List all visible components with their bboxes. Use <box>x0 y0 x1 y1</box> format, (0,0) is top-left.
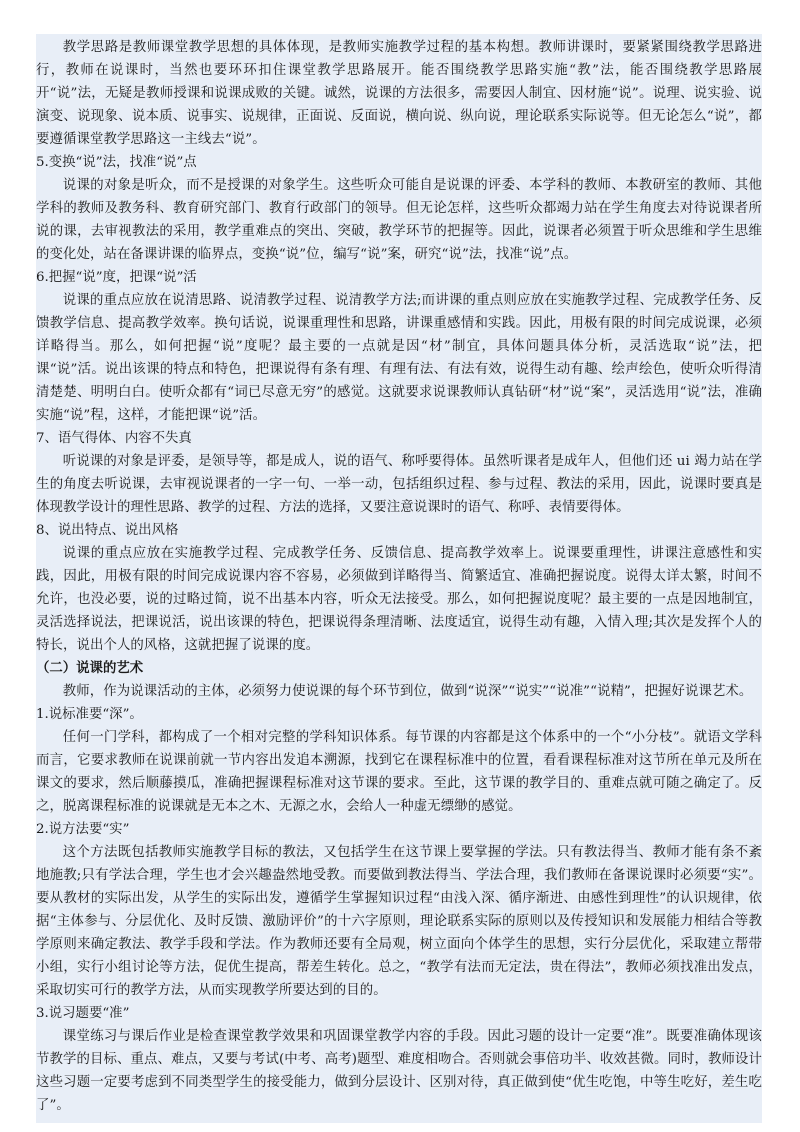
heading-features-style: 8、说出特点、说出风格 <box>36 523 179 538</box>
heading-change-method: 5.变换“说”法，找准“说”点 <box>36 155 197 170</box>
paragraph-teaching-approach: 教学思路是教师课堂教学思想的具体体现，是教师实施教学过程的基本构想。教师讲课时，要紧紧围绕教学思路进行，教师在说课时，当然也要环环扣住课堂教学思路展开。能否围绕教学思路实施“教”法，能否围绕教学思路展开“说”法，无疑是教师授课和说课成败的关键。诚然，说课的方法很多，需要因人制宜、因材施“说”。说理、说实验、说演变、说现象、说本质、说事实、说规律，正面说、反面说，横向说、纵向说，理论联系实际说等。但无论怎么“说”，都要遵循课堂教学思路这一主线去“说”。 <box>36 40 762 147</box>
paragraph-tone: 听说课的对象是评委，是领导等，都是成人，说的语气、称呼要得体。虽然听课者是成年人，但他们还 ui 竭力站在学生的角度去听说课，去审视说课者的一字一句、一举一动，包括组织过程、参与过程、教法的采用，因此，说课时要真是体现教学设计的理性思路、教学的过程、方法的选择，又要注意说课时的语气、称呼、表情要得体。 <box>36 454 762 515</box>
heading-exercise-accurate: 3.说习题要“准” <box>36 1006 130 1021</box>
paragraph-features-style: 说课的重点应放在实施教学过程、完成教学任务、反馈信息、提高教学效率上。说课要重理性，讲课注意感性和实践，因此，用极有限的时间完成说课内容不容易，必须做到详略得当、简繁适宜、准确把握说度。说得太详太繁，时间不允许，也没必要，说的过略过简，说不出基本内容，听众无法接受。那么，如何把握说度呢？最主要的一点是因地制宜，灵活选择说法，把课说活，说出该课的特色，把课说得条理清晰、法度适宜，说得生动有趣，入情入理;其次是发挥个人的特长，说出个人的风格，这就把握了说课的度。 <box>36 546 762 653</box>
heading-grasp-degree: 6.把握“说”度，把课“说”活 <box>36 270 197 285</box>
paragraph-exercise-accurate: 课堂练习与课后作业是检查课堂教学效果和巩固课堂教学内容的手段。因此习题的设计一定要“准”。既要准确体现该节教学的目标、重点、难点，又要与考试(中考、高考)题型、难度相吻合。否则就会事倍功半、收效甚微。同时，教师设计这些习题一定要考虑到不同类型学生的接受能力，做到分层设计、区别对待，真正做到使“优生吃饱，中等生吃好，差生吃了”。 <box>36 1029 762 1113</box>
paragraph-method-solid: 这个方法既包括教师实施教学目标的教法，又包括学生在这节课上要掌握的学法。只有教法得当、教师才能有条不紊地施教;只有学法合理，学生也才会兴趣盎然地受教。而要做到教法得当、学法合理，我们教师在备课说课时必须要“实”。要从教材的实际出发，从学生的实际出发，遵循学生掌握知识过程“由浅入深、循序渐进、由感性到理性”的认识规律，依据“主体参与、分层优化、及时反馈、激励评价”的十六字原则，理论联系实际的原则以及传授知识和发展能力相结合等教学原则来确定教法、教学手段和学法。作为教师还要有全局观，树立面向个体学生的思想，实行分层优化，采取建立帮带小组，实行小组讨论等方法，促优生提高，帮差生转化。总之，“教学有法而无定法，贵在得法”，教师必须找准出发点，采取切实可行的教学方法，从而实现教学所要达到的目的。 <box>36 845 762 998</box>
paragraph-art-intro: 教师，作为说课活动的主体，必须努力使说课的每个环节到位，做到“说深”“说实”“说准”“说精”，把握好说课艺术。 <box>62 684 753 699</box>
heading-standard-deep: 1.说标准要“深”。 <box>36 707 143 722</box>
document-page <box>36 34 762 1123</box>
paragraph-change-method: 说课的对象是听众，而不是授课的对象学生。这些听众可能自是说课的评委、本学科的教师、本教研室的教师、其他学科的教师及教务科、教育研究部门、教育行政部门的领导。但无论怎样，这些听众都竭力站在学生角度去对待说课者所说的课，去审视教法的采用，教学重难点的突出、突破，教学环节的把握等。因此，说课者必须置于听众思维和学生思维的变化处，站在备课讲课的临界点，变换“说”位，编写“说”案，研究“说”法，找准“说”点。 <box>36 178 762 262</box>
paragraph-standard-deep: 任何一门学科，都构成了一个相对完整的学科知识体系。每节课的内容都是这个体系中的一个“小分枝”。就语文学科而言，它要求教师在说课前就一节内容出发追本溯源，找到它在课程标准中的位置，看看课程标准对这节所在单元及所在课文的要求，然后顺藤摸瓜，准确把握课程标准对这节课的要求。至此，这节课的教学目的、重难点就可随之确定了。反之，脱离课程标准的说课就是无本之木、无源之水，会给人一种虚无缥缈的感觉。 <box>36 730 762 814</box>
section-heading-art: （二）说课的艺术 <box>36 660 144 676</box>
heading-method-solid: 2.说方法要“实” <box>36 822 130 837</box>
heading-tone: 7、语气得体、内容不失真 <box>36 431 192 446</box>
paragraph-grasp-degree: 说课的重点应放在说清思路、说清教学过程、说清教学方法;而讲课的重点则应放在实施教学过程、完成教学任务、反馈教学信息、提高教学效率。换句话说，说课重理性和思路，讲课重感情和实践。因此，用极有限的时间完成说课，必须详略得当。那么，如何把握“说”度呢？最主要的一点就是因“材”制宜，具体问题具体分析，灵活选取“说”法，把课“说”活。说出该课的特点和特色，把课说得有条有理、有理有法、有法有效，说得生动有趣、绘声绘色，使听众听得清清楚楚、明明白白。使听众都有“词已尽意无穷”的感觉。这就要求说课教师认真钻研“材”说“案”，灵活选用“说”法，准确实施“说”程，这样，才能把课“说”活。 <box>36 293 762 423</box>
